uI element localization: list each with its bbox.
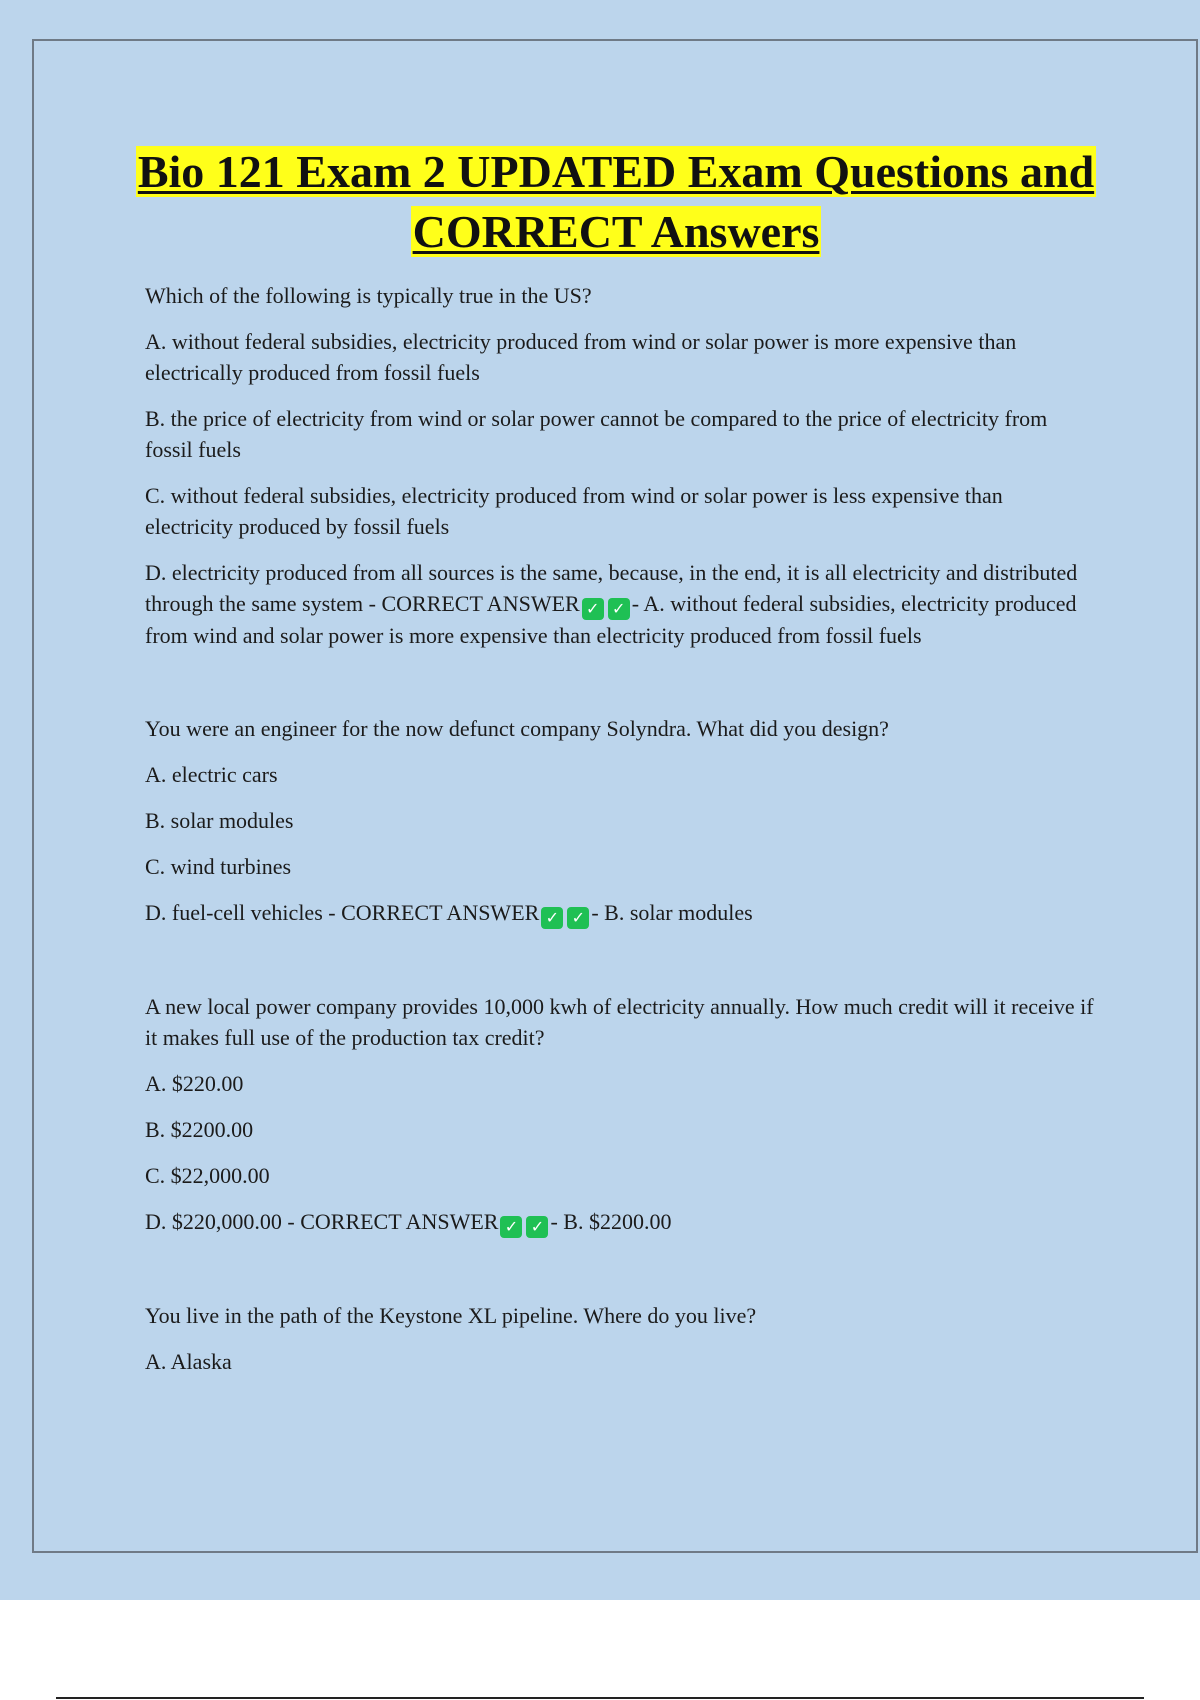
check-mark-icon: ✓: [541, 907, 563, 929]
question-text: Which of the following is typically true in the US?: [145, 283, 592, 308]
answer-option: B. solar modules: [145, 808, 294, 833]
answer-option: A. without federal subsidies, electricity produced from wind or solar power is more expensive than electrically produced from fossil fuels: [145, 329, 1017, 385]
check-mark-icon: ✓: [500, 1216, 522, 1238]
answer-option: B. the price of electricity from wind or solar power cannot be compared to the price of electricity from fossil fuels: [145, 406, 1048, 462]
answer-option: A. electric cars: [145, 762, 278, 787]
answer-option-with-key: [145, 557, 1095, 651]
correct-answer-text: - A. without federal subsidies, electricity produced from wind and solar power is more expensive than electricity produced from fossil fuels: [145, 591, 1077, 648]
document-title-text: Bio 121 Exam 2 UPDATED Exam Questions and CORRECT Answers: [137, 146, 1095, 257]
document-body: [145, 280, 1095, 1377]
answer-option: B. $2200.00: [145, 1117, 254, 1142]
check-mark-icon: ✓: [526, 1216, 548, 1238]
correct-answer-text: - B. $2200.00: [550, 1209, 672, 1234]
question-text: You were an engineer for the now defunct company Solyndra. What did you design?: [145, 716, 889, 741]
answer-option: C. $22,000.00: [145, 1163, 270, 1188]
answer-option-with-key: [145, 897, 1095, 929]
document-title: [120, 142, 1112, 262]
answer-option-text: D. $220,000.00 - CORRECT ANSWER: [145, 1209, 499, 1234]
question-text: A new local power company provides 10,000 kwh of electricity annually. How much credit will it receive if it makes full use of the production tax credit?: [145, 994, 1094, 1050]
question-block-4: [145, 1300, 1095, 1377]
answer-option: C. wind turbines: [145, 854, 292, 879]
question-text: You live in the path of the Keystone XL pipeline. Where do you live?: [145, 1303, 757, 1328]
check-mark-icon: ✓: [567, 907, 589, 929]
correct-answer-text: - B. solar modules: [591, 900, 753, 925]
check-mark-icon: ✓: [582, 598, 604, 620]
question-block-1: [145, 280, 1095, 651]
answer-option: A. Alaska: [145, 1349, 232, 1374]
question-block-3: [145, 991, 1095, 1238]
footer-divider: [56, 1697, 1144, 1699]
answer-option: A. $220.00: [145, 1071, 244, 1096]
answer-option: C. without federal subsidies, electricity produced from wind or solar power is less expensive than electricity produced by fossil fuels: [145, 483, 1003, 539]
answer-option-text: D. fuel-cell vehicles - CORRECT ANSWER: [145, 900, 540, 925]
question-block-2: [145, 713, 1095, 929]
answer-option-with-key: [145, 1206, 1095, 1238]
answer-option-text: D. electricity produced from all sources is the same, because, in the end, it is all electricity and distributed through the same system - CORRECT ANSWER: [145, 560, 1078, 616]
check-mark-icon: ✓: [608, 598, 630, 620]
